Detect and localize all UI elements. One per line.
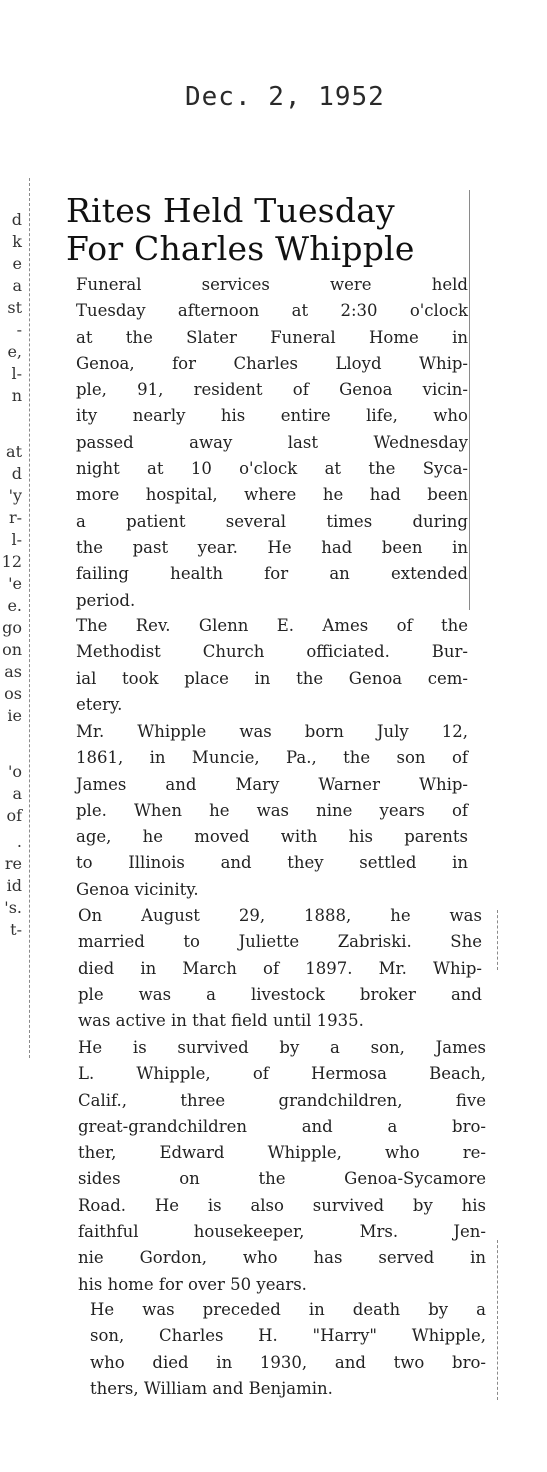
article-line: ther, Edward Whipple, who re-: [78, 1143, 486, 1163]
article-line: was active in that field until 1935.: [78, 1011, 364, 1031]
article-line: Methodist Church officiated. Bur-: [76, 642, 468, 662]
adjacent-column-fragment: 'e: [8, 574, 22, 593]
article-line: sides on the Genoa-Sycamore: [78, 1169, 486, 1189]
article-paragraph-6: [90, 1297, 486, 1402]
article-line: a patient several times during: [76, 511, 468, 531]
article-line: faithful housekeeper, Mrs. Jen-: [78, 1222, 486, 1242]
adjacent-column-fragment: d: [11, 210, 22, 229]
article-headline: [66, 192, 466, 268]
article-paragraph-2: [76, 613, 468, 718]
adjacent-column-fragment: st: [7, 298, 22, 317]
article-line: ple. When he was nine years of: [76, 800, 468, 820]
adjacent-column-fragment: 'o: [7, 762, 22, 781]
article-line: ial took place in the Genoa cem-: [76, 668, 468, 688]
adjacent-column-fragment: go: [2, 618, 22, 637]
article-line: nie Gordon, who has served in: [78, 1248, 486, 1268]
column-divider-left: [29, 178, 30, 1058]
adjacent-column-fragment: d: [11, 464, 22, 483]
article-line: Genoa, for Charles Lloyd Whip-: [76, 353, 468, 373]
article-line: He was preceded in death by a: [90, 1300, 486, 1319]
adjacent-column-fragment: os: [4, 684, 22, 703]
article-line: great-grandchildren and a bro-: [78, 1116, 486, 1136]
adjacent-column-fragment: a: [12, 276, 22, 295]
adjacent-column-fragment: 12: [1, 552, 22, 571]
column-divider-right: [469, 190, 470, 610]
article-paragraph-5: [78, 1035, 486, 1298]
article-line: James and Mary Warner Whip-: [76, 774, 468, 794]
adjacent-column-fragment: e: [12, 254, 22, 273]
article-line: Funeral services were held: [76, 275, 468, 294]
adjacent-column-fragment: ie: [7, 706, 22, 725]
adjacent-column-fragment: -: [16, 320, 22, 339]
article-line: age, he moved with his parents: [76, 827, 468, 847]
article-line: the past year. He had been in: [76, 537, 468, 557]
article-line: Mr. Whipple was born July 12,: [76, 722, 468, 741]
article-line: thers, William and Benjamin.: [90, 1378, 333, 1398]
adjacent-column-fragment: 's.: [4, 898, 22, 917]
headline-line-1: Rites Held Tuesday: [66, 191, 395, 230]
article-line: Tuesday afternoon at 2:30 o'clock: [76, 301, 468, 321]
article-line: to Illinois and they settled in: [76, 853, 468, 873]
article-line: died in March of 1897. Mr. Whip-: [78, 958, 482, 978]
article-line: more hospital, where he had been: [76, 485, 468, 505]
article-line: ple was a livestock broker and: [78, 984, 482, 1004]
adjacent-column-fragment: n: [11, 386, 22, 405]
article-line: at the Slater Funeral Home in: [76, 327, 468, 347]
article-line: The Rev. Glenn E. Ames of the: [76, 616, 468, 635]
article-line: period.: [76, 590, 136, 610]
article-paragraph-3: [76, 719, 468, 903]
article-line: ity nearly his entire life, who: [76, 406, 468, 426]
adjacent-column-fragment: at: [6, 442, 22, 461]
article-paragraph-4: [78, 903, 482, 1034]
article-line: failing health for an extended: [76, 564, 468, 584]
article-line: son, Charles H. "Harry" Whipple,: [90, 1326, 486, 1346]
adjacent-column-fragment: a: [12, 784, 22, 803]
adjacent-column-fragment: as: [4, 662, 22, 681]
article-line: On August 29, 1888, he was: [78, 906, 482, 925]
clipping-date: Dec. 2, 1952: [185, 82, 385, 112]
article-line: married to Juliette Zabriski. She: [78, 932, 482, 952]
article-line: ple, 91, resident of Genoa vicin-: [76, 380, 468, 400]
adjacent-column-fragment: k: [12, 232, 22, 251]
adjacent-column-fragment: id: [6, 876, 22, 895]
adjacent-column-fragment: t-: [10, 920, 22, 939]
adjacent-column-fragment: e,: [7, 342, 22, 361]
article-line: etery.: [76, 694, 123, 714]
adjacent-column-fragment: l-: [11, 364, 22, 383]
column-divider-right-fragment: [497, 910, 498, 970]
article-line: who died in 1930, and two bro-: [90, 1352, 486, 1372]
column-divider-right-fragment: [497, 1240, 498, 1400]
article-paragraph-1: [76, 272, 468, 614]
headline-line-2: For Charles Whipple: [66, 229, 415, 268]
article-line: passed away last Wednesday: [76, 432, 468, 452]
article-line: night at 10 o'clock at the Syca-: [76, 459, 468, 479]
adjacent-column-fragment: on: [2, 640, 22, 659]
article-line: He is survived by a son, James: [78, 1038, 486, 1057]
article-line: Calif., three grandchildren, five: [78, 1090, 486, 1110]
adjacent-column-fragment: re: [4, 854, 22, 873]
adjacent-column-fragment: r-: [8, 508, 22, 527]
article-line: Road. He is also survived by his: [78, 1195, 486, 1215]
adjacent-column-fragment: 'y: [8, 486, 22, 505]
article-line: L. Whipple, of Hermosa Beach,: [78, 1064, 486, 1084]
article-line: his home for over 50 years.: [78, 1274, 307, 1294]
adjacent-column-fragment: of: [6, 806, 22, 825]
adjacent-column-fragment: .: [16, 832, 22, 851]
article-line: 1861, in Muncie, Pa., the son of: [76, 748, 468, 768]
adjacent-column-fragment: l-: [11, 530, 22, 549]
article-line: Genoa vicinity.: [76, 879, 199, 899]
adjacent-column-fragment: e.: [7, 596, 22, 615]
